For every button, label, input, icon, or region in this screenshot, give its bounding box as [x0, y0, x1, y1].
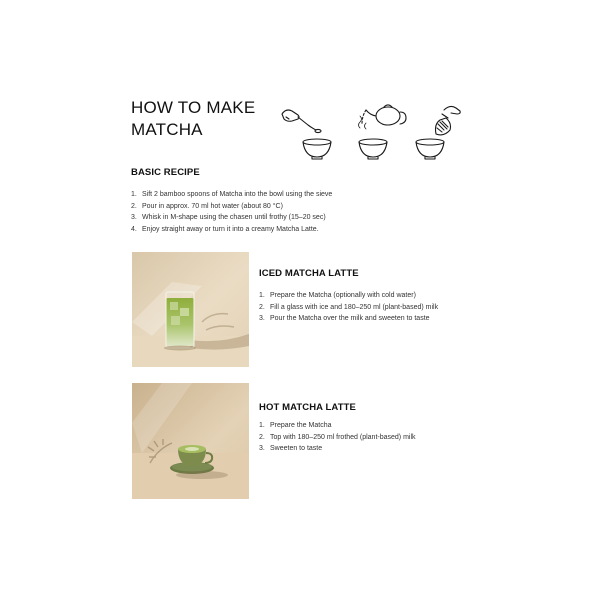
teapot-pouring-icon: [359, 105, 407, 129]
list-item: 1. Prepare the Matcha: [259, 422, 332, 429]
chasen-whisk-icon: [436, 106, 461, 134]
iced-latte-steps: [259, 290, 438, 325]
list-item: 3. Sweeten to taste: [259, 445, 323, 453]
matcha-bowl-icon: [359, 139, 387, 159]
list-item: 4. Enjoy straight away or turn it into a creamy Matcha Latte.: [131, 225, 319, 233]
matcha-steps-illustration: [272, 100, 472, 170]
page-title: [131, 97, 255, 141]
matcha-bowl-icon: [303, 139, 331, 159]
list-item: 3. Whisk in M-shape using the chasen until frothy (15–20 sec): [131, 214, 326, 222]
list-item: 2. Fill a glass with ice and 180–250 ml (plant-based) milk: [259, 303, 439, 311]
hot-latte-heading: HOT MATCHA LATTE: [259, 402, 356, 413]
title-line-2: MATCHA: [131, 120, 203, 139]
basic-recipe-steps: [131, 189, 332, 235]
iced-matcha-photo: [132, 252, 249, 367]
list-item: 2. Top with 180–250 ml frothed (plant-based) milk: [259, 433, 416, 441]
iced-latte-heading: ICED MATCHA LATTE: [259, 268, 359, 279]
hot-matcha-cup-icon: [132, 383, 249, 499]
basic-recipe-heading: BASIC RECIPE: [131, 167, 200, 178]
matcha-bowl-icon: [416, 139, 444, 159]
list-item: 2. Pour in approx. 70 ml hot water (about 80 °C): [131, 202, 283, 210]
list-item: 1. Prepare the Matcha (optionally with cold water): [259, 292, 416, 299]
hot-matcha-photo: [132, 383, 249, 499]
list-item: 3. Pour the Matcha over the milk and sweeten to taste: [259, 315, 430, 323]
hot-latte-steps: [259, 420, 416, 455]
title-line-1: HOW TO MAKE: [131, 98, 256, 117]
iced-matcha-glass-icon: [132, 252, 249, 367]
whisking-spoon-icon: [282, 110, 321, 133]
list-item: 1. Sift 2 bamboo spoons of Matcha into the bowl using the sieve: [131, 191, 333, 198]
